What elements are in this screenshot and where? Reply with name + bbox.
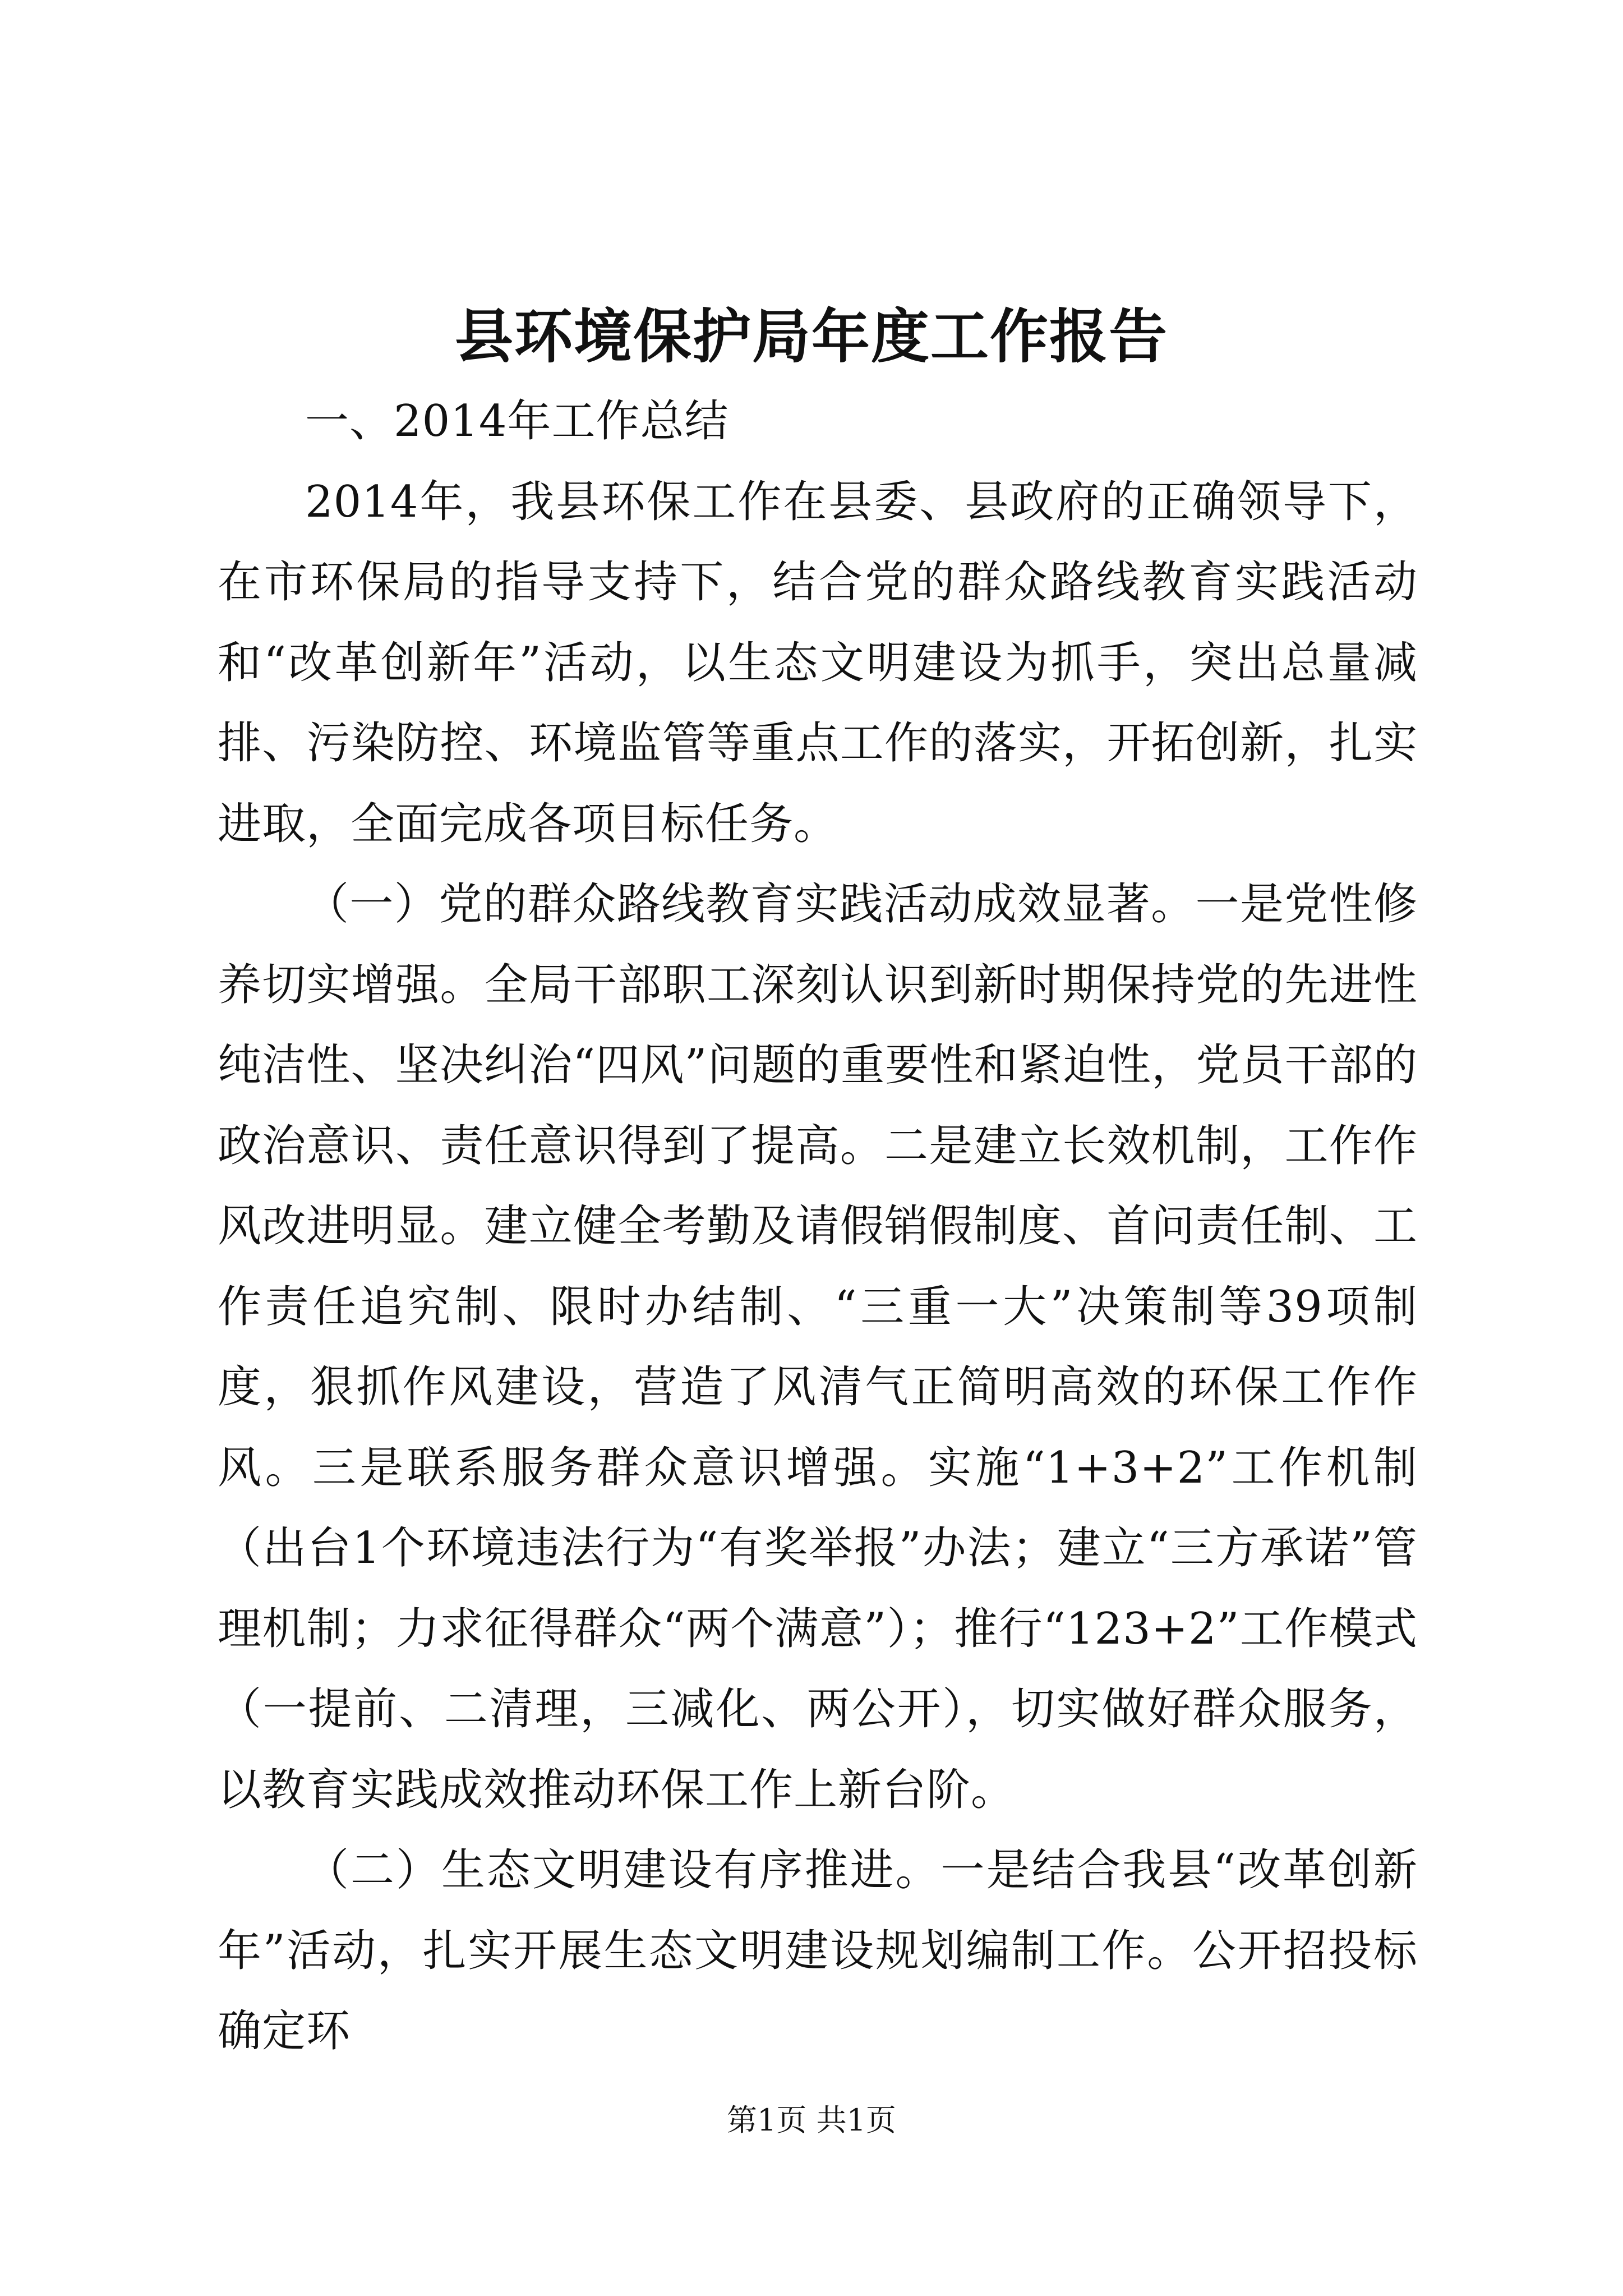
paragraph-ecological: （二）生态文明建设有序推进。一是结合我县“改革创新年”活动，扎实开展生态文明建设规划编制工作。公开招投标确定环 [218, 1845, 1418, 2056]
paragraph-summary: 2014年，我县环保工作在县委、县政府的正确领导下，在市环保局的指导支持下，结合党的群众路线教育实践活动和“改革创新年”活动，以生态文明建设为抓手，突出总量减排、污染防控、环境监管等重点工作的落实，开拓创新，扎实进取，全面完成各项目标任务。 [218, 476, 1418, 849]
section-heading: 一、2014年工作总结 [305, 396, 729, 447]
paragraph-mass-line: （一）党的群众路线教育实践活动成效显著。一是党性修养切实增强。全局干部职工深刻认识到新时期保持党的先进性纯洁性、坚决纠治“四风”问题的重要性和紧迫性，党员干部的政治意识、责任意识得到了提高。二是建立长效机制，工作作风改进明显。建立健全考勤及请假销假制度、首问责任制、工作责任追究制、限时办结制、“三重一大”决策制等39项制度，狠抓作风建设，营造了风清气正简明高效的环保工作作风。三是联系服务群众意识增强。实施“1+3+2”工作机制（出台1个环境违法行为“有奖举报”办法；建立“三方承诺”管理机制；力求征得群众“两个满意”）；推行“123+2”工作模式（一提前、二清理，三减化、两公开），切实做好群众服务，以教育实践成效推动环保工作上新台阶。 [218, 879, 1418, 1815]
document-title: 县环境保护局年度工作报告 [454, 302, 1168, 371]
document-body [218, 381, 1418, 2072]
page-footer: 第1页 共1页 [727, 2102, 896, 2138]
